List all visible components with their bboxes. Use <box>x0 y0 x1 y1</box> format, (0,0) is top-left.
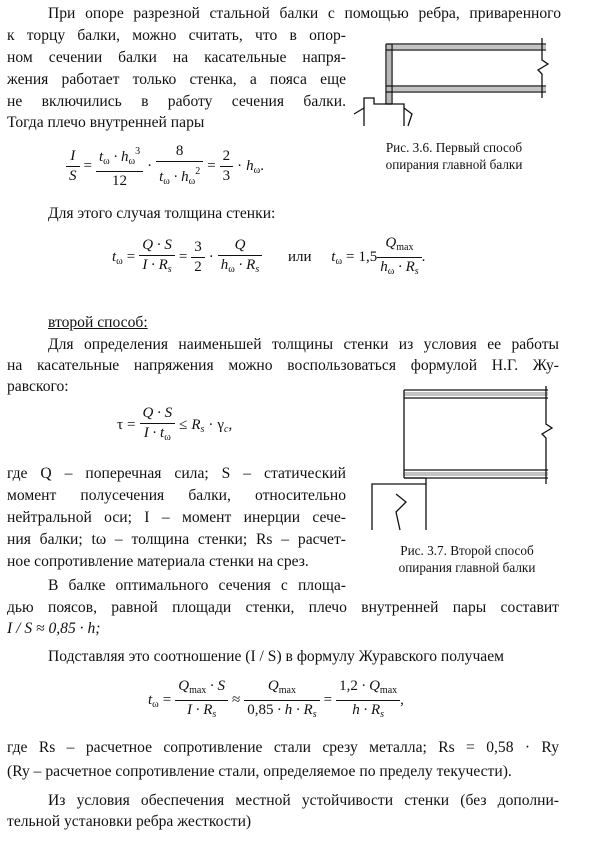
paragraph-4-line-5: ное сопротивление материала стенки на срез. <box>7 553 309 570</box>
formula-4: $t_\omega$ = $\frac{Q_{max} \cdot S}{I \cdot R_s}$ ≈ $\frac{Q_{max}}{0,85 \cdot h \cdot R_s}$ = $\frac{1,2 \cdot Q_{max}}{h \cdot R_s}$ , <box>148 678 404 720</box>
formula-1: $\frac{I}{S}$ = $\frac{t_\omega \cdot h_\omega^3}{12}$ · $\frac{8}{t_\omega \cdot h_\omega^2}$ = $\frac{2}{3}$ · $h_\omega$. <box>66 142 264 191</box>
paragraph-5-line-2: дью поясов, равной площади стенки, плечо внутренней пары составит <box>7 599 559 616</box>
paragraph-4-line-3: нейтральной оси; I – момент инерции сече- <box>7 509 346 526</box>
paragraph-5-line-1: В балке оптимального сечения с площа- <box>48 577 346 594</box>
section-heading-second-method: второй способ: <box>48 314 148 331</box>
formula-2: $t_\omega$ = $\frac{Q \cdot S}{I \cdot R_s}$ = $\frac{3}{2}$ · $\frac{Q}{h_\omega \cdot R_s}$ или $t_\omega = 1,5$ $\frac{Q_{max}}{h_\omega \cdot R_s}$ . <box>112 235 426 277</box>
paragraph-4-line-2: момент полусечения балки, относительно <box>7 487 346 504</box>
paragraph-6: Подставляя это соотношение (I / S) в формулу Журавского получаем <box>48 648 505 665</box>
paragraph-7-line-1: где Rs – расчетное сопротивление стали срезу металла; Rs = 0,58 · Ry <box>7 739 559 756</box>
paragraph-2: Для этого случая толщина стенки: <box>48 205 276 222</box>
figure-3-7-caption-line-2: опирания главной балки <box>398 560 536 575</box>
paragraph-8-line-1: Из условия обеспечения местной устойчивости стенки (без дополни- <box>48 792 559 809</box>
paragraph-1-line-5: не включились в работу сечения балки. <box>7 93 346 110</box>
figure-3-7-drawing <box>366 384 560 536</box>
paragraph-1-line-4: жения работает только стенка, а пояса еще <box>7 71 346 88</box>
formula-2-or-label: или <box>287 248 312 265</box>
paragraph-4-line-4: ния балки; tω – толщина стенки; Rs – расчет- <box>7 531 346 548</box>
paragraph-8-line-2: тельной установки ребра жесткости) <box>7 813 252 830</box>
formula-3: τ = $\frac{Q \cdot S}{I \cdot t_\omega}$ ≤ $R_s \cdot \gamma_c$, <box>117 405 233 443</box>
paragraph-7-line-2: (Ry – расчетное сопротивление стали, определяемое по пределу текучести). <box>7 763 512 780</box>
paragraph-3-line-1: Для определения наименьшей толщины стенки из условия ее работы <box>48 336 559 353</box>
figure-3-6-caption-line-2: опирания главной балки <box>385 157 523 172</box>
paragraph-1-line-1: При опоре разрезной стальной балки с помощью ребра, приваренного <box>48 5 561 22</box>
paragraph-4-line-1: где Q – поперечная сила; S – статический <box>7 465 346 482</box>
paragraph-3-line-3: равского: <box>7 378 69 395</box>
figure-3-6-drawing <box>350 30 555 130</box>
paragraph-1-line-6: Тогда плечо внутренней пары <box>7 114 205 131</box>
paragraph-1-line-3: ном сечении балки на касательные напря- <box>7 49 346 66</box>
paragraph-3-line-2: на касательные напряжения можно воспользоваться формулой Н.Г. Жу- <box>7 357 559 374</box>
paragraph-1-line-2: к торцу балки, можно считать, что в опор- <box>7 27 346 44</box>
paragraph-5-line-3: I / S ≈ 0,85 · h; <box>7 620 101 637</box>
figure-3-6-caption-line-1: Рис. 3.6. Первый способ <box>385 140 523 155</box>
figure-3-7-caption-line-1: Рис. 3.7. Второй способ <box>400 543 534 558</box>
